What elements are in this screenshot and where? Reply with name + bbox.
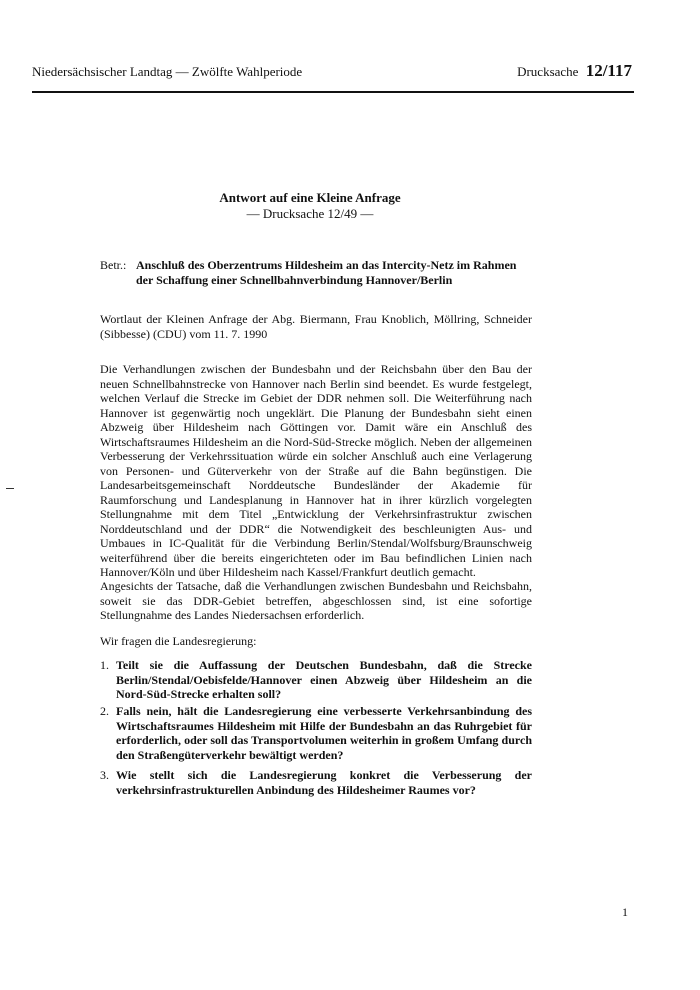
- question-item: [100, 768, 532, 797]
- document-title: Antwort auf eine Kleine Anfrage: [219, 190, 401, 205]
- question-number: 1.: [100, 658, 109, 672]
- question-text: Falls nein, hält die Landesregierung eine verbesserte Verkehrsanbindung des Wirtschaftsraumes Hildesheim mit Hilfe der Bundesbahn an das Ruhrgebiet für erforderlich, oder soll das Transportvolumen weiterhin in großem Umfang durch den Straßengüterverkehr bewältigt werden?: [116, 704, 532, 762]
- question-text: Teilt sie die Auffassung der Deutschen Bundesbahn, daß die Strecke Berlin/Stendal/Oebisfelde/Hannover einen Abzweig über Hildesheim an die Nord-Süd-Strecke erhalten soll?: [116, 658, 532, 701]
- inquiry-intro: Wortlaut der Kleinen Anfrage der Abg. Biermann, Frau Knoblich, Möllring, Schneider (Sibbesse) (CDU) vom 11. 7. 1990: [100, 312, 532, 341]
- document-number: [517, 61, 632, 81]
- subject-prefix: Betr.:: [100, 258, 127, 272]
- subject-text: Anschluß des Oberzentrums Hildesheim an das Intercity-Netz im Rahmen der Schaffung einer Schnellbahnverbindung Hannover/Berlin: [136, 258, 517, 287]
- subject-block: [100, 258, 532, 288]
- parliament-header: Niedersächsischer Landtag — Zwölfte Wahlperiode: [32, 64, 303, 79]
- question-text: Wie stellt sich die Landesregierung konkret die Verbesserung der verkehrsinfrastrukturellen Anbindung des Hildesheimer Raumes vor?: [116, 768, 532, 797]
- margin-mark: [6, 488, 14, 489]
- question-number: 3.: [100, 768, 109, 782]
- question-number: 2.: [100, 704, 109, 718]
- question-item: [100, 658, 532, 702]
- question-intro: Wir fragen die Landesregierung:: [100, 634, 257, 648]
- paragraph-2: Angesichts der Tatsache, daß die Verhandlungen zwischen Bundesbahn und Reichsbahn, soweit sie das DDR-Gebiet betreffen, abgeschlossen sind, ist eine sofortige Stellungnahme des Landes Niedersachsen erforderlich.: [100, 579, 532, 622]
- paragraph-1: Die Verhandlungen zwischen der Bundesbahn und der Reichsbahn über den Bau der neuen Schnellbahnstrecke von Hannover nach Berlin sind beendet. Es wurde festgelegt, welchen Verlauf die Strecke im Gebiet der DDR nehmen soll. Die Weiterführung nach Hannover ist gegenwärtig noch ungeklärt. Die Planung der Bundesbahn sieht einen Abzweig über Hildesheim nach Göttingen vor. Damit wäre ein Anschluß des Wirtschaftsraumes Hildesheim an die Nord-Süd-Strecke möglich. Neben der allgemeinen Verbesserung der Verkehrssituation würde ein solcher Anschluß auch eine Verlagerung von Personen- und Güterverkehr von der Straße auf die Bahn begünstigen. Die Landesarbeitsgemeinschaft Norddeutsche Bundesländer der Akademie für Raumforschung und Landesplanung in Hannover hat in ihrer kürzlich vorgelegten Stellungnahme mit dem Titel „Entwicklung der Verkehrsinfrastruktur zwischen Norddeutschland und der DDR“ die Notwendigkeit des beschleunigten Aus- und Umbaues in IC-Qualität für die Verbindung Berlin/Stendal/Wolfsburg/Braunschweig weiterführend über die bereits eingerichteten oder im Bau befindlichen Linien nach Hannover/Köln und über Hildesheim nach Kassel/Frankfurt deutlich gemacht.: [100, 362, 532, 579]
- header-rule: [32, 91, 634, 93]
- question-item: [100, 704, 532, 762]
- document-reference: — Drucksache 12/49 —: [246, 206, 374, 221]
- document-number-value: 12/117: [585, 61, 632, 80]
- document-number-label: Drucksache: [517, 64, 579, 79]
- page-number: 1: [622, 905, 628, 919]
